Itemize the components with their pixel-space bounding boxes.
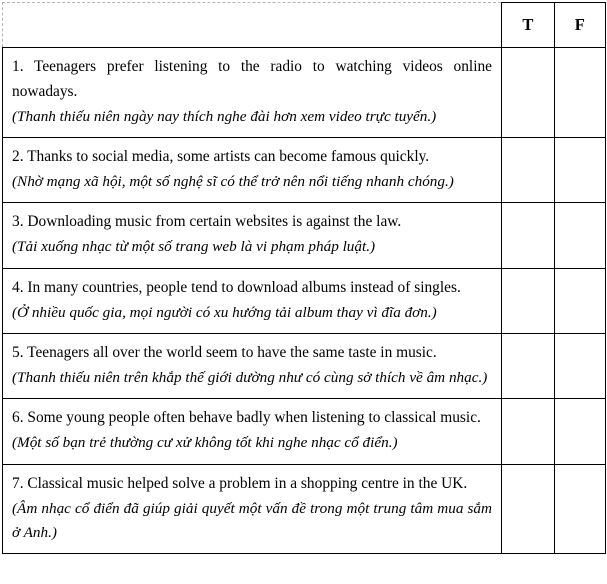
true-answer-cell-5[interactable]: [502, 334, 555, 399]
statement-vietnamese-3: (Tải xuống nhạc từ một số trang web là vi phạm pháp luật.): [12, 238, 376, 256]
table-row: [3, 48, 606, 138]
false-answer-cell-4[interactable]: [555, 268, 606, 333]
false-answer-cell-6[interactable]: [555, 399, 606, 464]
statement-vietnamese-4: (Ở nhiều quốc gia, mọi người có xu hướng tải album thay vì đĩa đơn.): [12, 303, 437, 321]
table-header: [3, 3, 606, 48]
true-answer-cell-4[interactable]: [502, 268, 555, 333]
statement-english-7: 7. Classical music helped solve a problem in a shopping centre in the UK.: [12, 474, 468, 492]
false-answer-cell-7[interactable]: [555, 464, 606, 554]
statement-english-5: 5. Teenagers all over the world seem to have the same taste in music.: [12, 344, 437, 362]
statement-cell-1: [3, 48, 502, 138]
false-column-header: F: [555, 3, 606, 48]
table-row: [3, 464, 606, 554]
true-column-header: T: [502, 3, 555, 48]
table-row: [3, 399, 606, 464]
statement-cell-7: [3, 464, 502, 554]
false-answer-cell-5[interactable]: [555, 334, 606, 399]
false-answer-cell-2[interactable]: [555, 138, 606, 203]
true-answer-cell-3[interactable]: [502, 203, 555, 268]
statement-column-header: [3, 3, 502, 48]
false-answer-cell-3[interactable]: [555, 203, 606, 268]
statement-vietnamese-7: (Âm nhạc cổ điển đã giúp giải quyết một vấn đề trong một trung tâm mua sắm ở Anh.): [12, 499, 492, 541]
statement-vietnamese-1: (Thanh thiếu niên ngày nay thích nghe đài hơn xem video trực tuyến.): [12, 107, 437, 125]
table-header-row: [3, 3, 606, 48]
true-false-table: [2, 2, 606, 554]
table-row: [3, 138, 606, 203]
statement-english-3: 3. Downloading music from certain websites is against the law.: [12, 213, 402, 231]
statement-cell-2: [3, 138, 502, 203]
statement-vietnamese-2: (Nhờ mạng xã hội, một số nghệ sĩ có thể trở nên nổi tiếng nhanh chóng.): [12, 173, 454, 191]
statement-cell-3: [3, 203, 502, 268]
statement-english-4: 4. In many countries, people tend to download albums instead of singles.: [12, 278, 461, 296]
true-answer-cell-2[interactable]: [502, 138, 555, 203]
statement-cell-6: [3, 399, 502, 464]
statement-cell-5: [3, 334, 502, 399]
false-answer-cell-1[interactable]: [555, 48, 606, 138]
statement-cell-4: [3, 268, 502, 333]
statement-vietnamese-6: (Một số bạn trẻ thường cư xử không tốt khi nghe nhạc cổ điển.): [12, 434, 398, 452]
true-answer-cell-7[interactable]: [502, 464, 555, 554]
table-row: [3, 334, 606, 399]
table-body: [3, 48, 606, 554]
statement-vietnamese-5: (Thanh thiếu niên trên khắp thế giới dường như có cùng sở thích về âm nhạc.): [12, 368, 488, 386]
true-answer-cell-6[interactable]: [502, 399, 555, 464]
statement-english-6: 6. Some young people often behave badly when listening to classical music.: [12, 409, 481, 427]
true-answer-cell-1[interactable]: [502, 48, 555, 138]
table-row: [3, 203, 606, 268]
statement-english-2: 2. Thanks to social media, some artists can become famous quickly.: [12, 148, 430, 166]
statement-english-1: 1. Teenagers prefer listening to the radio to watching videos online nowadays.: [12, 58, 492, 100]
table-row: [3, 268, 606, 333]
